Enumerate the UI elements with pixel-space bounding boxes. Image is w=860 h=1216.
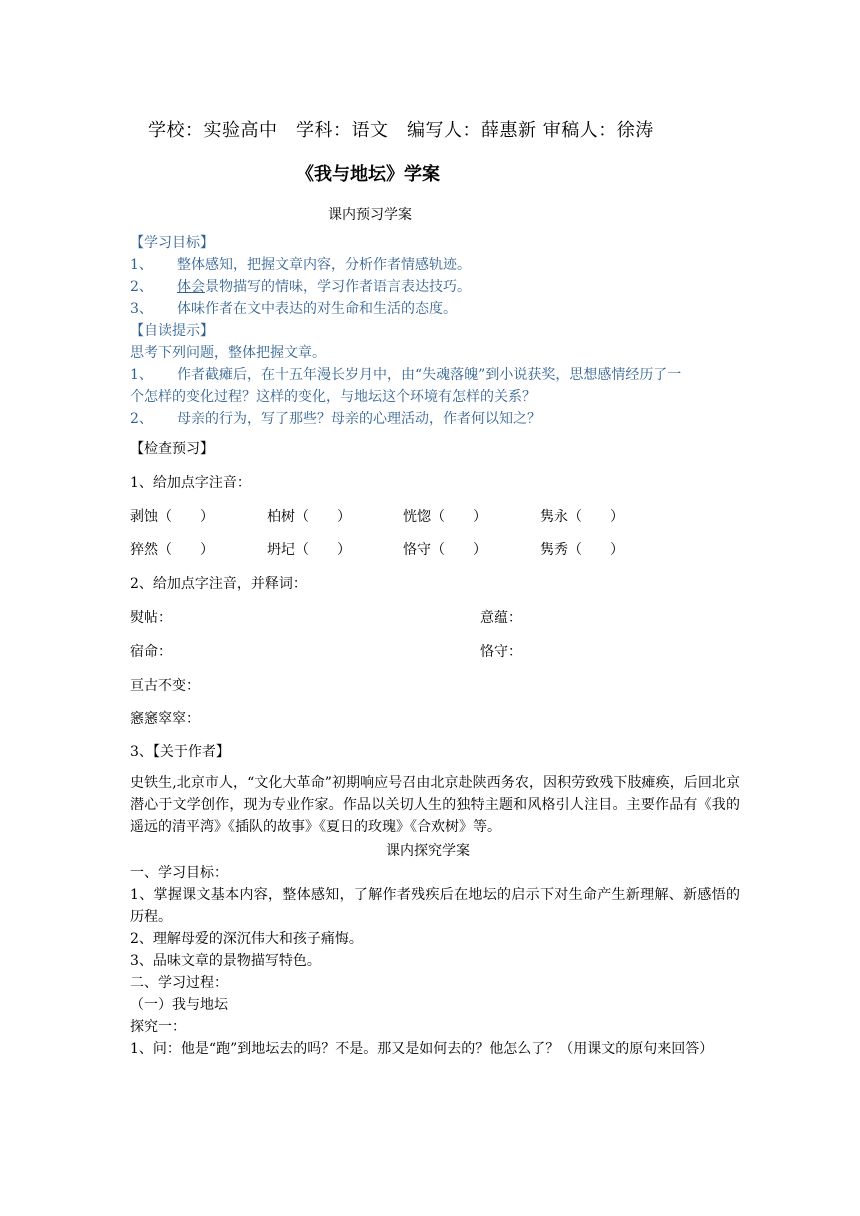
- goal-item-2: [130, 276, 471, 298]
- goals-heading: 【学习目标】: [130, 235, 214, 251]
- goal-number: 2、: [130, 279, 153, 295]
- document-header: 学校：实验高中 学科：语文 编写人：薛惠新 审稿人：徐涛: [148, 120, 654, 141]
- goal-underlined-word: 体会: [177, 279, 205, 295]
- section-title-preview: 课内预习学案: [328, 207, 412, 223]
- selfread-heading: 【自读提示】: [130, 323, 214, 339]
- goal-number: 3、: [130, 301, 153, 317]
- explore-line: （一）我与地坛: [130, 997, 228, 1013]
- check-question-1: 1、给加点字注音：: [130, 475, 251, 491]
- selfread-intro: 思考下列问题，整体把握文章。: [130, 345, 326, 361]
- pinyin-item: 坍圮（ ）: [267, 542, 351, 558]
- pinyin-item: 猝然（ ）: [130, 542, 214, 558]
- explore-line: 探究一：: [130, 1019, 186, 1035]
- term-yiyun: 意蕴：: [480, 610, 522, 626]
- term-keshou: 恪守：: [480, 644, 522, 660]
- goal-text: 体味作者在文中表达的对生命和生活的态度。: [177, 301, 457, 317]
- question-number: 1、: [130, 367, 153, 383]
- explore-line: 一、学习目标：: [130, 865, 228, 881]
- check-question-2: 2、给加点字注音，并释词：: [130, 576, 307, 592]
- selfread-question-1: [130, 364, 681, 386]
- explore-line: 二、学习过程：: [130, 975, 228, 991]
- goal-text: 景物描写的情味，学习作者语言表达技巧。: [205, 279, 471, 295]
- pinyin-item: 恪守（ ）: [403, 542, 487, 558]
- explore-line: 1、掌握课文基本内容，整体感知，了解作者残疾后在地坛的启示下对生命产生新理解、新感悟的历程。: [130, 887, 740, 925]
- check-question-3: 3、【关于作者】: [130, 744, 230, 760]
- pinyin-item: 恍惚（ ）: [403, 509, 487, 525]
- selfread-question-1-cont: 个怎样的变化过程？这样的变化，与地坛这个环境有怎样的关系？: [130, 389, 536, 405]
- pinyin-item: 隽永（ ）: [540, 509, 624, 525]
- explore-line: 1、问：他是“跑”到地坛去的吗？不是。那又是如何去的？他怎么了？（用课文的原句来回答）: [130, 1041, 714, 1057]
- term-suming: 宿命：: [130, 644, 172, 660]
- question-text: 母亲的行为，写了那些？母亲的心理活动，作者何以知之？: [177, 411, 541, 427]
- goal-item-1: [130, 254, 471, 276]
- pinyin-item: 隽秀（ ）: [540, 542, 624, 558]
- document-title: 《我与地坛》学案: [296, 164, 440, 185]
- question-number: 2、: [130, 411, 153, 427]
- term-gengu: 亘古不变：: [130, 678, 200, 694]
- pinyin-item: 剥蚀（ ）: [130, 509, 214, 525]
- explore-line: 3、品味文章的景物描写特色。: [130, 953, 321, 969]
- section-title-explore: 课内探究学案: [386, 843, 470, 859]
- check-heading: 【检查预习】: [130, 441, 214, 457]
- author-paragraph: 史铁生,北京市人，“文化大革命”初期响应号召由北京赴陕西务农，因积劳致残下肢瘫痪，后回北京潜心于文学创作，现为专业作家。作品以关切人生的独特主题和风格引人注目。主要作品有《我的遥远的清平湾》《插队的故事》《夏日的玫瑰》《合欢树》等。: [130, 775, 740, 835]
- question-text: 作者截瘫后，在十五年漫长岁月中，由“失魂落魄”到小说获奖，思想感情经历了一: [177, 367, 682, 383]
- term-xixisusu: 窸窸窣窣：: [130, 711, 200, 727]
- goal-item-3: [130, 298, 457, 320]
- selfread-question-2: [130, 408, 541, 430]
- term-yuntie: 熨帖：: [130, 610, 172, 626]
- pinyin-item: 柏树（ ）: [267, 509, 351, 525]
- goal-text: 整体感知，把握文章内容，分析作者情感轨迹。: [177, 257, 471, 273]
- explore-line: 2、理解母爱的深沉伟大和孩子痛悔。: [130, 931, 363, 947]
- goal-number: 1、: [130, 257, 153, 273]
